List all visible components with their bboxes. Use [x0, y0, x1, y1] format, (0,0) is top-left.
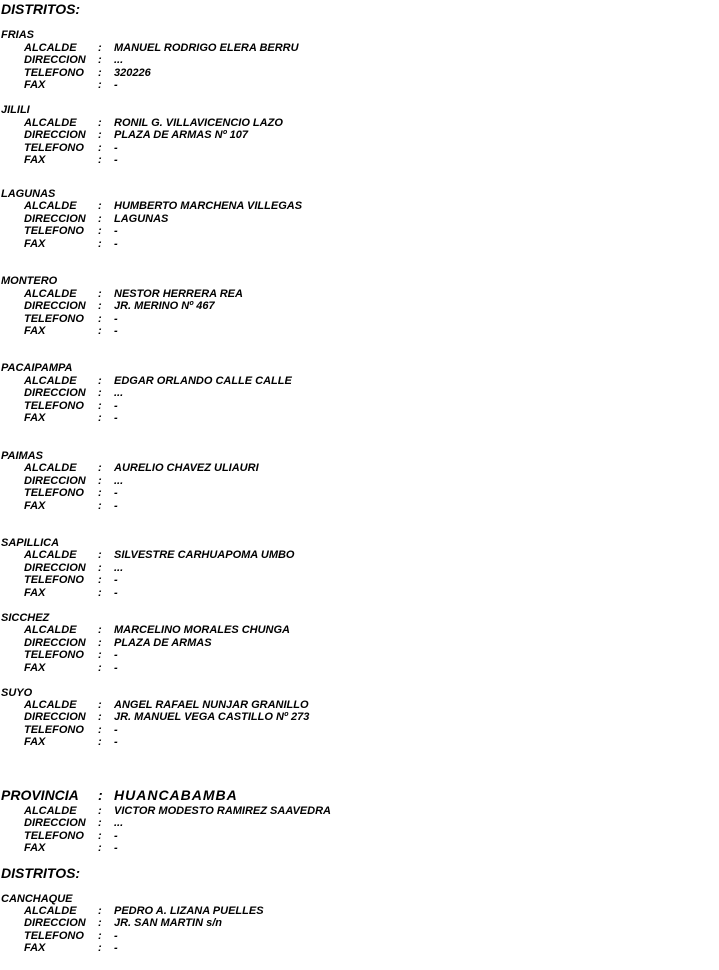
alcalde-row: ALCALDE : VICTOR MODESTO RAMIREZ SAAVEDRA	[24, 805, 331, 817]
telefono-row: TELEFONO : -	[24, 400, 118, 412]
section-heading-distritos: DISTRITOS:	[1, 1, 81, 17]
direccion-value: JR. MANUEL VEGA CASTILLO Nº 273	[114, 711, 310, 723]
direccion-value: JR. SAN MARTIN s/n	[114, 917, 222, 929]
direccion-row: DIRECCION : PLAZA DE ARMAS Nº 107	[24, 129, 248, 141]
direccion-row: DIRECCION : JR. MERINO Nº 467	[24, 300, 215, 312]
alcalde-row: ALCALDE : MANUEL RODRIGO ELERA BERRU	[24, 42, 299, 54]
telefono-value: -	[114, 313, 118, 325]
direccion-row: DIRECCION : ...	[24, 562, 124, 574]
alcalde-row: ALCALDE : AURELIO CHAVEZ ULIAURI	[24, 462, 259, 474]
direccion-value: ...	[114, 54, 124, 66]
alcalde-value: PEDRO A. LIZANA PUELLES	[114, 905, 264, 917]
direccion-value: ...	[114, 475, 124, 487]
provincia-label: PROVINCIA	[1, 787, 79, 803]
fax-row: FAX : -	[24, 842, 118, 854]
telefono-row: TELEFONO : -	[24, 313, 118, 325]
direccion-row: DIRECCION : ...	[24, 54, 124, 66]
direccion-value: LAGUNAS	[114, 213, 169, 225]
direccion-row: DIRECCION : JR. MANUEL VEGA CASTILLO Nº 273	[24, 711, 310, 723]
district-name: PAIMAS	[1, 450, 43, 462]
district-name: MONTERO	[1, 275, 58, 287]
telefono-value: -	[114, 574, 118, 586]
alcalde-row: ALCALDE : SILVESTRE CARHUAPOMA UMBO	[24, 549, 295, 561]
district-name: LAGUNAS	[1, 188, 56, 200]
telefono-row: TELEFONO : -	[24, 649, 118, 661]
section-heading-distritos-2: DISTRITOS:	[1, 865, 81, 881]
alcalde-row: ALCALDE : NESTOR HERRERA REA	[24, 288, 243, 300]
direccion-row: DIRECCION : ...	[24, 387, 124, 399]
direccion-value: ...	[114, 562, 124, 574]
direccion-row: DIRECCION : PLAZA DE ARMAS	[24, 637, 212, 649]
fax-value: -	[114, 325, 118, 337]
fax-row: FAX : -	[24, 412, 118, 424]
fax-row: FAX : -	[24, 662, 118, 674]
fax-row: FAX : -	[24, 325, 118, 337]
direccion-value: ...	[114, 387, 124, 399]
district-name: SICCHEZ	[1, 612, 50, 624]
telefono-value: -	[114, 830, 118, 842]
telefono-row: TELEFONO : -	[24, 930, 118, 942]
direccion-row: DIRECCION : LAGUNAS	[24, 213, 169, 225]
fax-value: -	[114, 238, 118, 250]
provincia-heading: PROVINCIA : HUANCABAMBA	[1, 787, 238, 803]
fax-value: -	[114, 587, 118, 599]
telefono-value: -	[114, 649, 118, 661]
district-name: JILILI	[1, 104, 30, 116]
alcalde-value: NESTOR HERRERA REA	[114, 288, 243, 300]
direccion-value: JR. MERINO Nº 467	[114, 300, 215, 312]
district-name: PACAIPAMPA	[1, 362, 73, 374]
direccion-value: PLAZA DE ARMAS	[114, 637, 212, 649]
telefono-row: TELEFONO : -	[24, 724, 118, 736]
telefono-value: -	[114, 400, 118, 412]
fax-value: -	[114, 412, 118, 424]
alcalde-value: EDGAR ORLANDO CALLE CALLE	[114, 375, 292, 387]
direccion-row: DIRECCION : ...	[24, 475, 124, 487]
telefono-row: TELEFONO : -	[24, 142, 118, 154]
district-name: CANCHAQUE	[1, 893, 73, 905]
provincia-name: HUANCABAMBA	[114, 787, 238, 803]
telefono-row: TELEFONO : -	[24, 574, 118, 586]
telefono-row: TELEFONO : -	[24, 225, 118, 237]
alcalde-row: ALCALDE : MARCELINO MORALES CHUNGA	[24, 624, 290, 636]
fax-value: -	[114, 79, 118, 91]
direccion-row: DIRECCION : JR. SAN MARTIN s/n	[24, 917, 222, 929]
direccion-row: DIRECCION : ...	[24, 817, 124, 829]
fax-value: -	[114, 842, 118, 854]
alcalde-value: ANGEL RAFAEL NUNJAR GRANILLO	[114, 699, 309, 711]
alcalde-value: AURELIO CHAVEZ ULIAURI	[114, 462, 259, 474]
fax-row: FAX : -	[24, 587, 118, 599]
telefono-value: -	[114, 930, 118, 942]
fax-row: FAX : -	[24, 942, 118, 954]
fax-value: -	[114, 662, 118, 674]
fax-value: -	[114, 736, 118, 748]
alcalde-value: RONIL G. VILLAVICENCIO LAZO	[114, 117, 283, 129]
direccion-value: PLAZA DE ARMAS Nº 107	[114, 129, 248, 141]
telefono-value: -	[114, 142, 118, 154]
district-name: FRIAS	[1, 29, 34, 41]
telefono-value: -	[114, 225, 118, 237]
fax-row: FAX : -	[24, 79, 118, 91]
alcalde-value: VICTOR MODESTO RAMIREZ SAAVEDRA	[114, 805, 331, 817]
telefono-row: TELEFONO : 320226	[24, 67, 151, 79]
fax-row: FAX : -	[24, 500, 118, 512]
alcalde-value: SILVESTRE CARHUAPOMA UMBO	[114, 549, 295, 561]
district-name: SUYO	[1, 687, 33, 699]
direccion-value: ...	[114, 817, 124, 829]
fax-value: -	[114, 500, 118, 512]
alcalde-row: ALCALDE : RONIL G. VILLAVICENCIO LAZO	[24, 117, 283, 129]
fax-row: FAX : -	[24, 154, 118, 166]
fax-row: FAX : -	[24, 238, 118, 250]
district-name: SAPILLICA	[1, 537, 60, 549]
telefono-row: TELEFONO : -	[24, 487, 118, 499]
alcalde-value: MANUEL RODRIGO ELERA BERRU	[114, 42, 299, 54]
alcalde-row: ALCALDE : HUMBERTO MARCHENA VILLEGAS	[24, 200, 303, 212]
alcalde-row: ALCALDE : PEDRO A. LIZANA PUELLES	[24, 905, 264, 917]
fax-value: -	[114, 942, 118, 954]
fax-value: -	[114, 154, 118, 166]
alcalde-value: HUMBERTO MARCHENA VILLEGAS	[114, 200, 303, 212]
fax-row: FAX : -	[24, 736, 118, 748]
telefono-value: -	[114, 487, 118, 499]
telefono-value: -	[114, 724, 118, 736]
telefono-value: 320226	[114, 67, 151, 79]
alcalde-row: ALCALDE : EDGAR ORLANDO CALLE CALLE	[24, 375, 292, 387]
alcalde-row: ALCALDE : ANGEL RAFAEL NUNJAR GRANILLO	[24, 699, 309, 711]
telefono-row: TELEFONO : -	[24, 830, 118, 842]
alcalde-value: MARCELINO MORALES CHUNGA	[114, 624, 290, 636]
